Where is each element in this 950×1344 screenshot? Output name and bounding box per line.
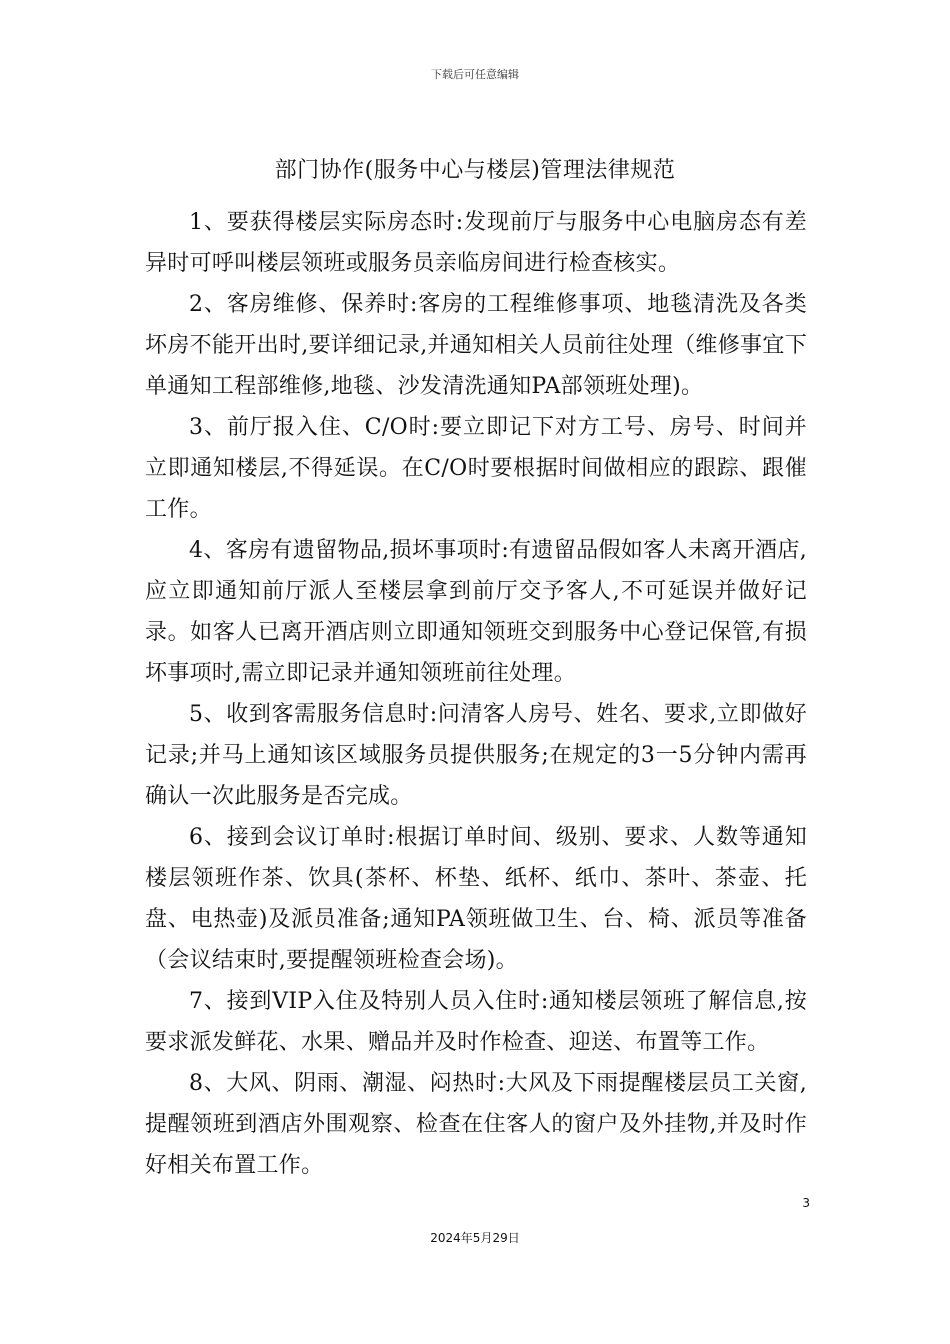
paragraph-4: 4、客房有遗留物品,损坏事项时:有遗留品假如客人未离开酒店,应立即通知前厅派人至楼层拿到前厅交予客人,不可延误并做好记录。如客人已离开酒店则立即通知领班交到服务中心登记保管,有损坏事项时,需立即记录并通知领班前往处理。	[145, 538, 807, 686]
paragraph-1: 1、要获得楼层实际房态时:发现前厅与服务中心电脑房态有差异时可呼叫楼层领班或服务员亲临房间进行检查核实。	[145, 210, 807, 276]
paragraph-8: 8、大风、阴雨、潮湿、闷热时:大风及下雨提醒楼层员工关窗,提醒领班到酒店外围观察、检查在住客人的窗户及外挂物,并及时作好相关布置工作。	[145, 1071, 807, 1178]
page-number: 3	[802, 1196, 810, 1210]
paragraph-5: 5、收到客需服务信息时:问清客人房号、姓名、要求,立即做好记录;并马上通知该区域服务员提供服务;在规定的3一5分钟内需再确认一次此服务是否完成。	[145, 702, 807, 809]
paragraph-3: 3、前厅报入住、C/O时:要立即记下对方工号、房号、时间并立即通知楼层,不得延误。在C/O时要根据时间做相应的跟踪、跟催工作。	[145, 415, 807, 522]
paragraph-7: 7、接到VIP入住及特别人员入住时:通知楼层领班了解信息,按要求派发鲜花、水果、赠品并及时作检查、迎送、布置等工作。	[145, 989, 807, 1055]
paragraph-6: 6、接到会议订单时:根据订单时间、级别、要求、人数等通知楼层领班作茶、饮具(茶杯、杯垫、纸杯、纸巾、茶叶、茶壶、托盘、电热壶)及派员准备;通知PA领班做卫生、台、椅、派员等准备（会议结束时,要提醒领班检查会场)。	[145, 825, 807, 973]
document-body	[145, 202, 807, 1186]
page-header: 下载后可任意编辑	[431, 68, 519, 81]
document-title: 部门协作(服务中心与楼层)管理法律规范	[274, 158, 676, 183]
footer-date: 2024年5月29日	[430, 1231, 520, 1245]
paragraph-2: 2、客房维修、保养时:客房的工程维修事项、地毯清洗及各类坏房不能开出时,要详细记录,并通知相关人员前往处理（维修事宜下单通知工程部维修,地毯、沙发清洗通知PA部领班处理)。	[145, 292, 807, 399]
